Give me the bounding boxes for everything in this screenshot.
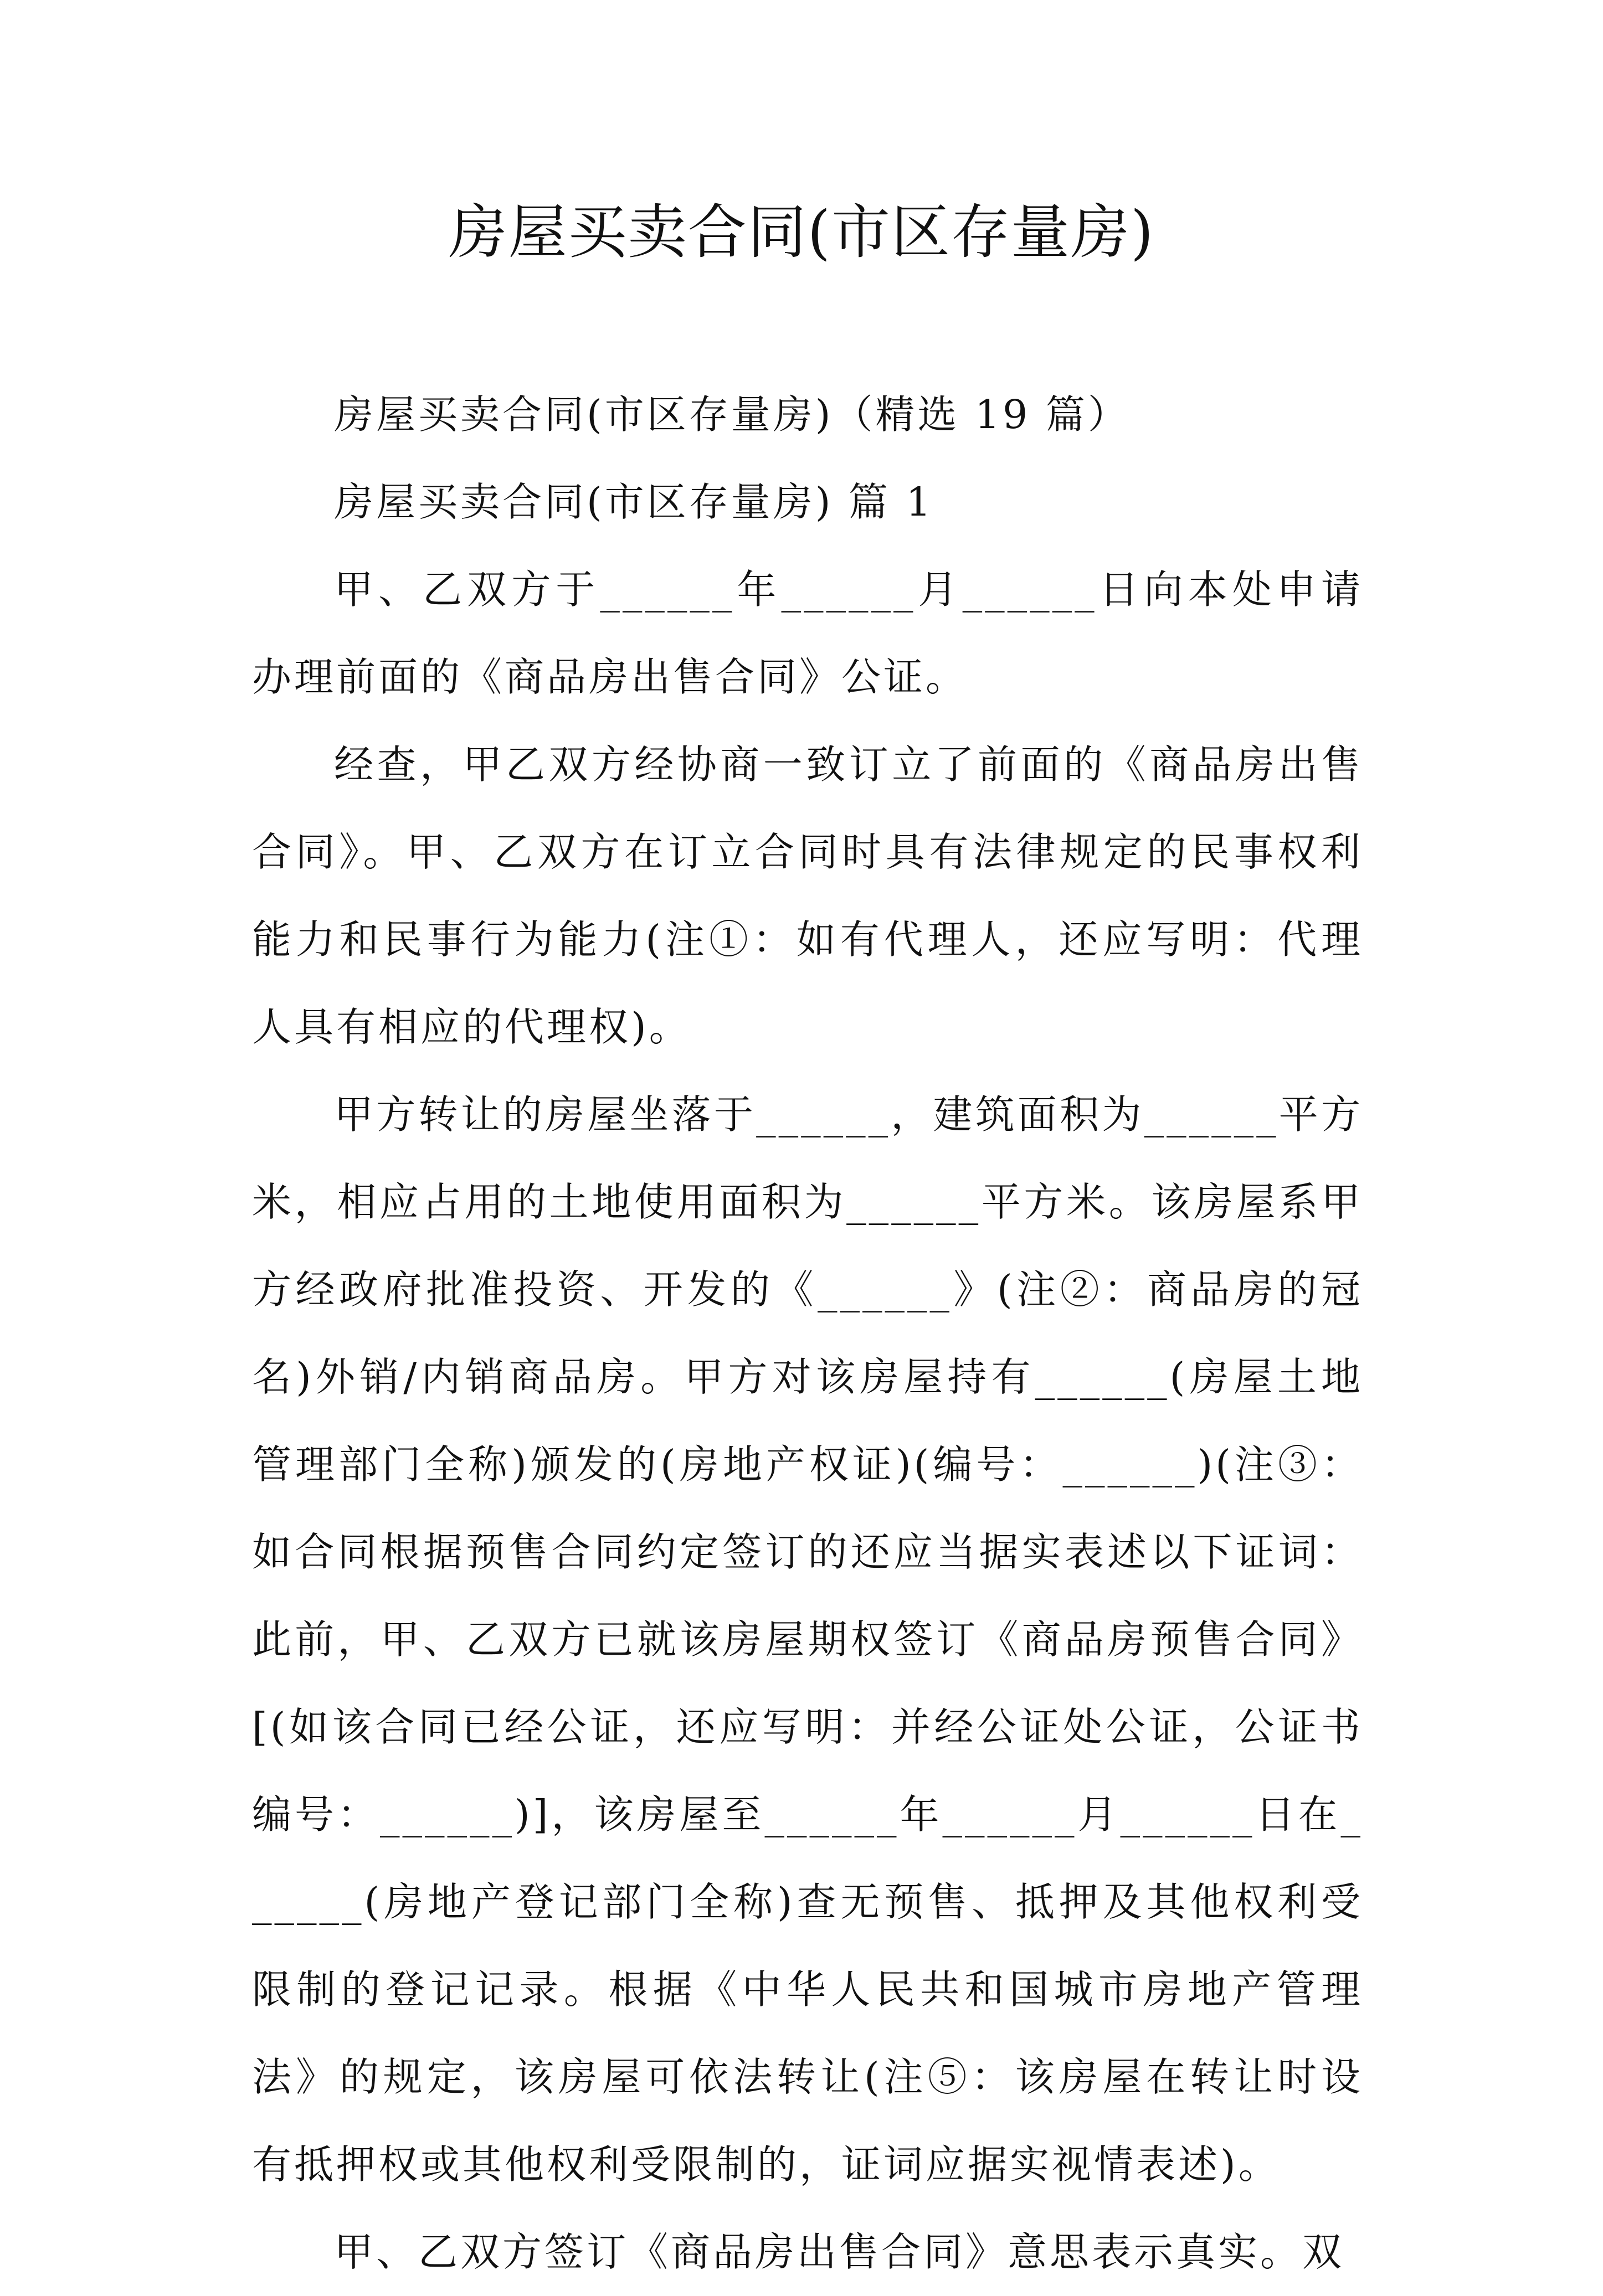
- document-title: 房屋买卖合同(市区存量房): [448, 198, 1155, 266]
- paragraph-contract-review: 经查，甲乙双方经协商一致订立了前面的《商品房出售合同》。甲、乙双方在订立合同时具有法律规定的民事权利能力和民事行为能力(注①：如有代理人，还应写明：代理人具有相应的代理权)。: [252, 742, 1363, 1050]
- paragraph-property-details: 甲方转让的房屋坐落于______，建筑面积为______平方米，相应占用的土地使用面积为______平方米。该房屋系甲方经政府批准投资、开发的《______》(注②：商品房的冠名)外销/内销商品房。甲方对该房屋持有______(房屋土地管理部门全称)颁发的(房地产权证)(编号：______)(注③：如合同根据预售合同约定签订的还应当据实表述以下证词：此前，甲、乙双方已就该房屋期权签订《商品房预售合同》[(如该合同已经公证，还应写明：并经公证处公证，公证书编号：______)]，该房屋至______年______月______日在______(房地产登记部门全称)查无预售、抵押及其他权利受限制的登记记录。根据《中华人民共和国城市房地产管理法》的规定，该房屋可依法转让(注⑤：该房屋在转让时设有抵押权或其他权利受限制的，证词应据实视情表述)。: [252, 1092, 1363, 2187]
- collection-subtitle: 房屋买卖合同(市区存量房)（精选 19 篇）: [334, 392, 1130, 437]
- paragraph-application-date: 甲、乙双方于______年______月______日向本处申请办理前面的《商品房出售合同》公证。: [252, 567, 1363, 700]
- document-body: [252, 371, 1363, 2296]
- section-heading: 房屋买卖合同(市区存量房) 篇 1: [334, 479, 934, 525]
- paragraph-contract-validity: 甲、乙双方签订《商品房出售合同》意思表示真实。双: [334, 2229, 1345, 2275]
